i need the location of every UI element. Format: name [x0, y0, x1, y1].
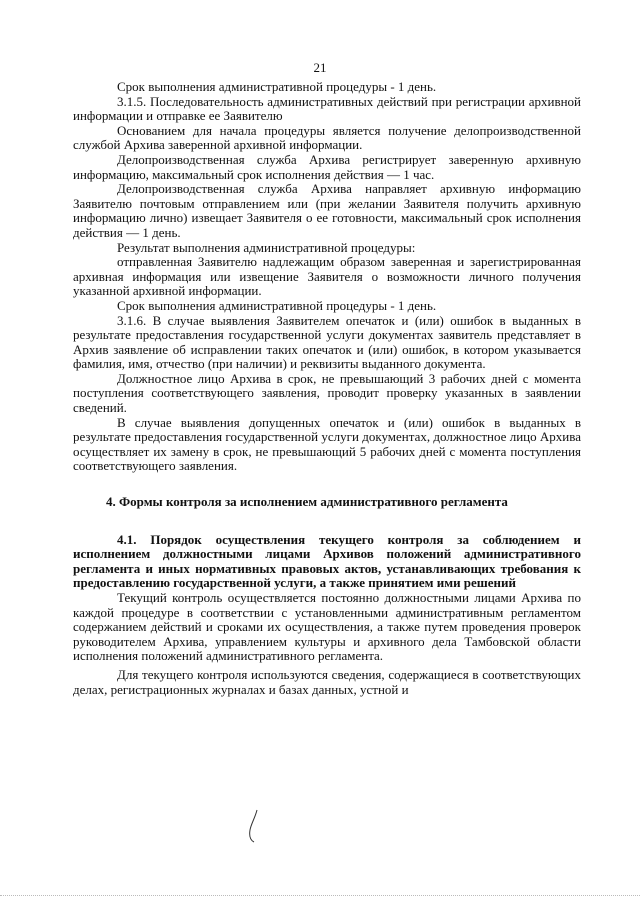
paragraph: В случае выявления допущенных опечаток и (или) ошибок в выданных в результате предоставления государственной услуги документах, должностное лицо Архива осуществляет их замену в срок, не превышающий 5 рабочих дней с момента поступления соответствующего заявления.: [73, 414, 581, 474]
paragraph: Основанием для начала процедуры является получение делопроизводственной службой Архива заверенной архивной информации.: [73, 122, 581, 153]
subsection-heading: 4.1. Порядок осуществления текущего контроля за соблюдением и исполнением должностными лицами Архивов положений административного регламента и иных нормативных правовых актов, устанавливающих требования к предоставлению государственной услуги, а также принятием ими решений: [73, 531, 581, 591]
scan-edge-line: [0, 895, 640, 897]
paragraph: Делопроизводственная служба Архива регистрирует заверенную архивную информацию, максимальный срок исполнения действия — 1 час.: [73, 151, 581, 182]
paragraph: Делопроизводственная служба Архива направляет архивную информацию Заявителю почтовым отправлением или (при желании Заявителя получить архивную информацию лично) извещает Заявителя о ее готовности, максимальный срок исполнения действия — 1 день.: [73, 181, 581, 240]
paragraph: Срок выполнения административной процедуры - 1 день.: [117, 297, 437, 313]
paragraph: Должностное лицо Архива в срок, не превышающий 3 рабочих дней с момента поступления соответствующего заявления, проводит проверку указанных в заявлении сведений.: [73, 370, 581, 416]
paragraph: 3.1.6. В случае выявления Заявителем опечаток и (или) ошибок в выданных в результате предоставления государственной услуги документах заявитель представляет в Архив заявление об исправлении таких опечаток и (или) ошибок, в котором указывается фамилия, имя, отчество (при наличии) и реквизиты выданного документа.: [73, 312, 581, 372]
signature-mark: [246, 808, 260, 844]
paragraph: 3.1.5. Последовательность административных действий при регистрации архивной информации и отправке ее Заявителю: [73, 93, 581, 124]
document-body: [73, 80, 581, 697]
paragraph: Текущий контроль осуществляется постоянно должностными лицами Архива по каждой процедуре в соответствии с установленными административным регламентом содержанием действий и сроками их осуществления, а также путем проведения проверок руководителем Архива, управлением культуры и архивного дела Тамбовской области исполнения положений административного регламента.: [73, 590, 581, 664]
paragraph: Срок выполнения административной процедуры - 1 день.: [117, 79, 437, 94]
page-number: 21: [313, 60, 327, 75]
paragraph: Для текущего контроля используются сведения, содержащиеся в соответствующих делах, регистрационных журналах и базах данных, устной и: [73, 666, 581, 697]
section-heading: 4. Формы контроля за исполнением административного регламента: [106, 494, 508, 510]
paragraph: Результат выполнения административной процедуры:: [117, 239, 416, 255]
paragraph: отправленная Заявителю надлежащим образом заверенная и зарегистрированная архивная информация или извещение Заявителя о возможности личного получения указанной архивной информации.: [73, 254, 581, 299]
